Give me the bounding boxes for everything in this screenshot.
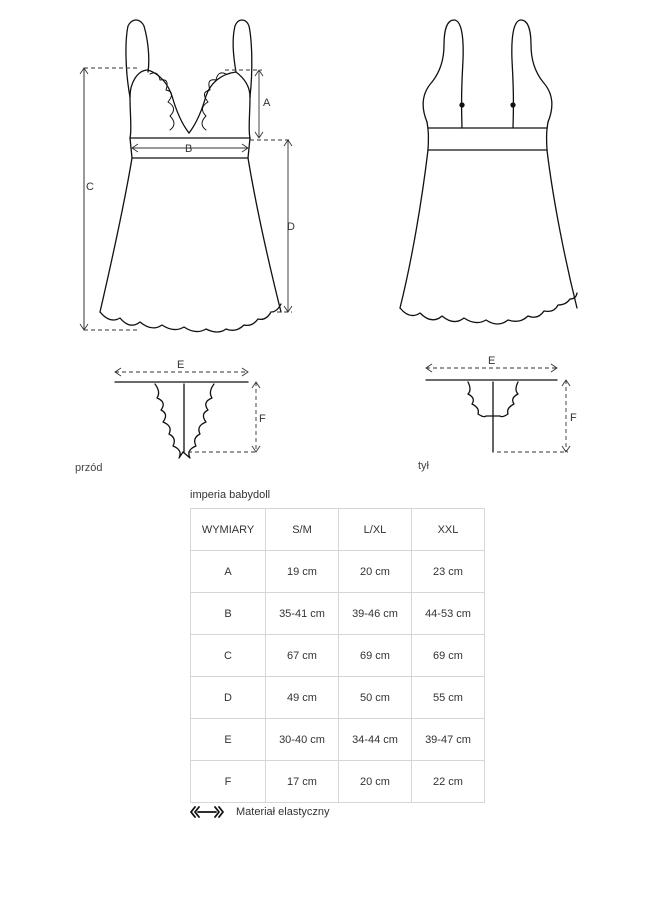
table-cell: 34-44 cm — [339, 719, 412, 761]
table-cell: E — [191, 719, 266, 761]
table-cell: C — [191, 635, 266, 677]
dim-label-f-back: F — [570, 412, 577, 424]
table-cell: 23 cm — [412, 551, 485, 593]
table-cell: A — [191, 551, 266, 593]
back-thong-illustration — [426, 380, 557, 452]
dim-label-c: C — [86, 181, 94, 193]
dim-label-d: D — [287, 221, 295, 233]
table-cell: 44-53 cm — [412, 593, 485, 635]
table-cell: F — [191, 761, 266, 803]
table-row — [191, 593, 485, 635]
caption-front: przód — [75, 462, 103, 474]
table-cell: 39-47 cm — [412, 719, 485, 761]
table-cell: 69 cm — [412, 635, 485, 677]
table-header-row — [191, 509, 485, 551]
table-cell: 17 cm — [266, 761, 339, 803]
table-row — [191, 677, 485, 719]
header-cell: L/XL — [339, 509, 412, 551]
elastic-arrows-icon — [190, 805, 224, 819]
dim-label-b: B — [185, 143, 193, 155]
header-cell: XXL — [412, 509, 485, 551]
legend — [190, 805, 330, 819]
table-cell: 69 cm — [339, 635, 412, 677]
table-cell: 19 cm — [266, 551, 339, 593]
table-cell: 35-41 cm — [266, 593, 339, 635]
caption-back: tył — [418, 460, 429, 472]
dimension-lines — [80, 68, 570, 452]
header-cell: WYMIARY — [191, 509, 266, 551]
table-title: imperia babydoll — [190, 489, 271, 501]
dim-label-e-front: E — [177, 359, 185, 371]
table-row — [191, 719, 485, 761]
table-cell: B — [191, 593, 266, 635]
table-row — [191, 761, 485, 803]
table-cell: 39-46 cm — [339, 593, 412, 635]
legend-label: Materiał elastyczny — [236, 806, 330, 818]
table-cell: 20 cm — [339, 551, 412, 593]
table-row — [191, 551, 485, 593]
dim-label-a: A — [263, 97, 271, 109]
size-table — [190, 508, 485, 803]
table-cell: 55 cm — [412, 677, 485, 719]
dim-label-e-back: E — [488, 355, 496, 367]
table-cell: 67 cm — [266, 635, 339, 677]
dim-label-f-front: F — [259, 413, 266, 425]
back-babydoll-illustration — [400, 20, 577, 324]
table-cell: 22 cm — [412, 761, 485, 803]
table-cell: 49 cm — [266, 677, 339, 719]
header-cell: S/M — [266, 509, 339, 551]
table-row — [191, 635, 485, 677]
front-babydoll-illustration — [100, 20, 281, 332]
table-cell: 30-40 cm — [266, 719, 339, 761]
table-cell: 50 cm — [339, 677, 412, 719]
table-cell: D — [191, 677, 266, 719]
front-thong-illustration — [115, 382, 248, 458]
table-cell: 20 cm — [339, 761, 412, 803]
